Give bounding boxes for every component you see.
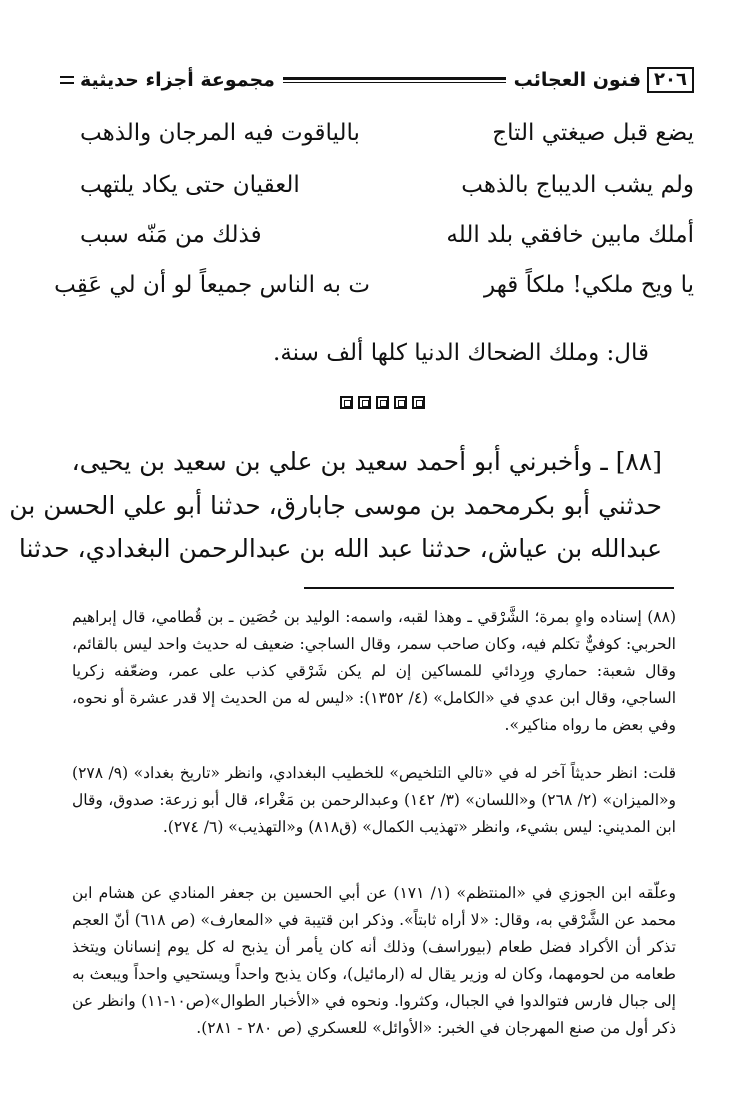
page-number: ٢٠٦: [647, 67, 694, 93]
verse-second-hemistich: ت به الناس جميعاً لو أن لي عَقِب: [54, 272, 370, 298]
statement-line: قال: وملك الضحاك الدنيا كلها ألف سنة.: [273, 340, 649, 366]
header-rule: [283, 77, 506, 83]
separator-box: [340, 396, 353, 409]
hadith-line-3: عبدالله بن عياش، حدثنا عبد الله بن عبدالرحمن البغدادي، حدثنا: [18, 534, 662, 563]
hadith-line-1: [٨٨] ـ وأخبرني أبو أحمد سعيد بن علي بن سعيد بن يحيى،: [71, 447, 662, 476]
footnote-rule: [304, 587, 674, 589]
book-title: مجموعة أجزاء حديثية: [80, 69, 275, 91]
verse-first-hemistich: أملك مابين خافقي بلد الله: [446, 222, 694, 248]
verse-line-1: [80, 120, 694, 164]
header-left-group: [60, 69, 275, 91]
separator-box: [358, 396, 371, 409]
header-right-group: [514, 67, 694, 93]
verse-first-hemistich: ولم يشب الديباج بالذهب: [461, 172, 694, 198]
footnote-88: (٨٨) إسناده واهٍ بمرة؛ الشَّرْقي ـ وهذا لقبه، واسمه: الوليد بن حُصَين ـ بن قُطامي، قال إبراهيم الحربي: كوفيٌّ تكلم فيه، وكان صاحب سمر، وقال الساجي: ضعيف له حديث واحد ليس بالقائم، وقال شعبة: حماري ورِدائي للمساكين إن لم يكن شَرْقي كذب على عمر، وضعّفه زكريا الساجي، وقال ابن عدي في «الكامل» (٤/ ١٣٥٢): «ليس له من الحديث إلا قدر عشرة أو نحوه، وفي بعض ما رواه مناكير».: [72, 608, 676, 734]
footnote-note: قلت: انظر حديثاً آخر له في «تالي التلخيص» للخطيب البغدادي، وانظر «تاريخ بغداد» (٩/ ٢٧٨) و«الميزان» (٢/ ٢٦٨) و«اللسان» (٣/ ١٤٢) وعبدالرحمن بن مَغْراء، قال أبو زرعة: صدوق، وقال ابن المديني: ليس بشيء، وانظر «تهذيب الكمال» (ق٨١٨) و«التهذيب» (٦/ ٢٧٤).: [72, 764, 676, 836]
section-separator: [340, 396, 425, 409]
separator-box: [394, 396, 407, 409]
verse-first-hemistich: يضع قبل صيغتي التاج: [492, 120, 694, 146]
verse-second-hemistich: فذلك من مَنّه سبب: [80, 222, 262, 248]
verse-second-hemistich: العقيان حتى يكاد يلتهب: [80, 172, 300, 198]
verse-second-hemistich: بالياقوت فيه المرجان والذهب: [80, 120, 360, 146]
chapter-title: فنون العجائب: [513, 69, 642, 91]
footnote-commentary: وعلّقه ابن الجوزي في «المنتظم» (١/ ١٧١) عن أبي الحسين بن جعفر المنادي عن هشام ابن محمد عن الشَّرْقي به، وقال: «لا أراه ثابتاً». وذكر ابن قتيبة في «المعارف» (ص ٦١٨) أنّ العجم تذكر أن الأكراد فضل طعام (بيوراسف) وذلك أنه كان يأمر أن يذبح له كل يوم إنسانان ويتخذ طعامه من لحومهما، وكان له وزير يقال له (ارمائيل)، وكان يذبح واحداً ويستحيي واحداً ويبعث به إلى جبال فارس فتوالدوا في الجبال، وكثروا. ونحوه في «الأخبار الطوال»(ص١٠-١١) وانظر عن ذكر أول من صنع المهرجان في الخبر: «الأوائل» للعسكري (ص ٢٨٠ - ٢٨١).: [72, 884, 676, 1037]
header-ornament: [60, 76, 74, 84]
verse-first-hemistich: يا ويح ملكي! ملكاً قهر: [484, 272, 694, 298]
verse-line-2: [80, 172, 694, 216]
running-header: [60, 64, 694, 96]
separator-box: [376, 396, 389, 409]
verse-line-4: [54, 272, 694, 316]
hadith-line-2: حدثني أبو بكرمحمد بن موسى جابارق، حدثنا أبو علي الحسن بن: [9, 491, 662, 520]
separator-box: [412, 396, 425, 409]
verse-line-3: [80, 222, 694, 266]
